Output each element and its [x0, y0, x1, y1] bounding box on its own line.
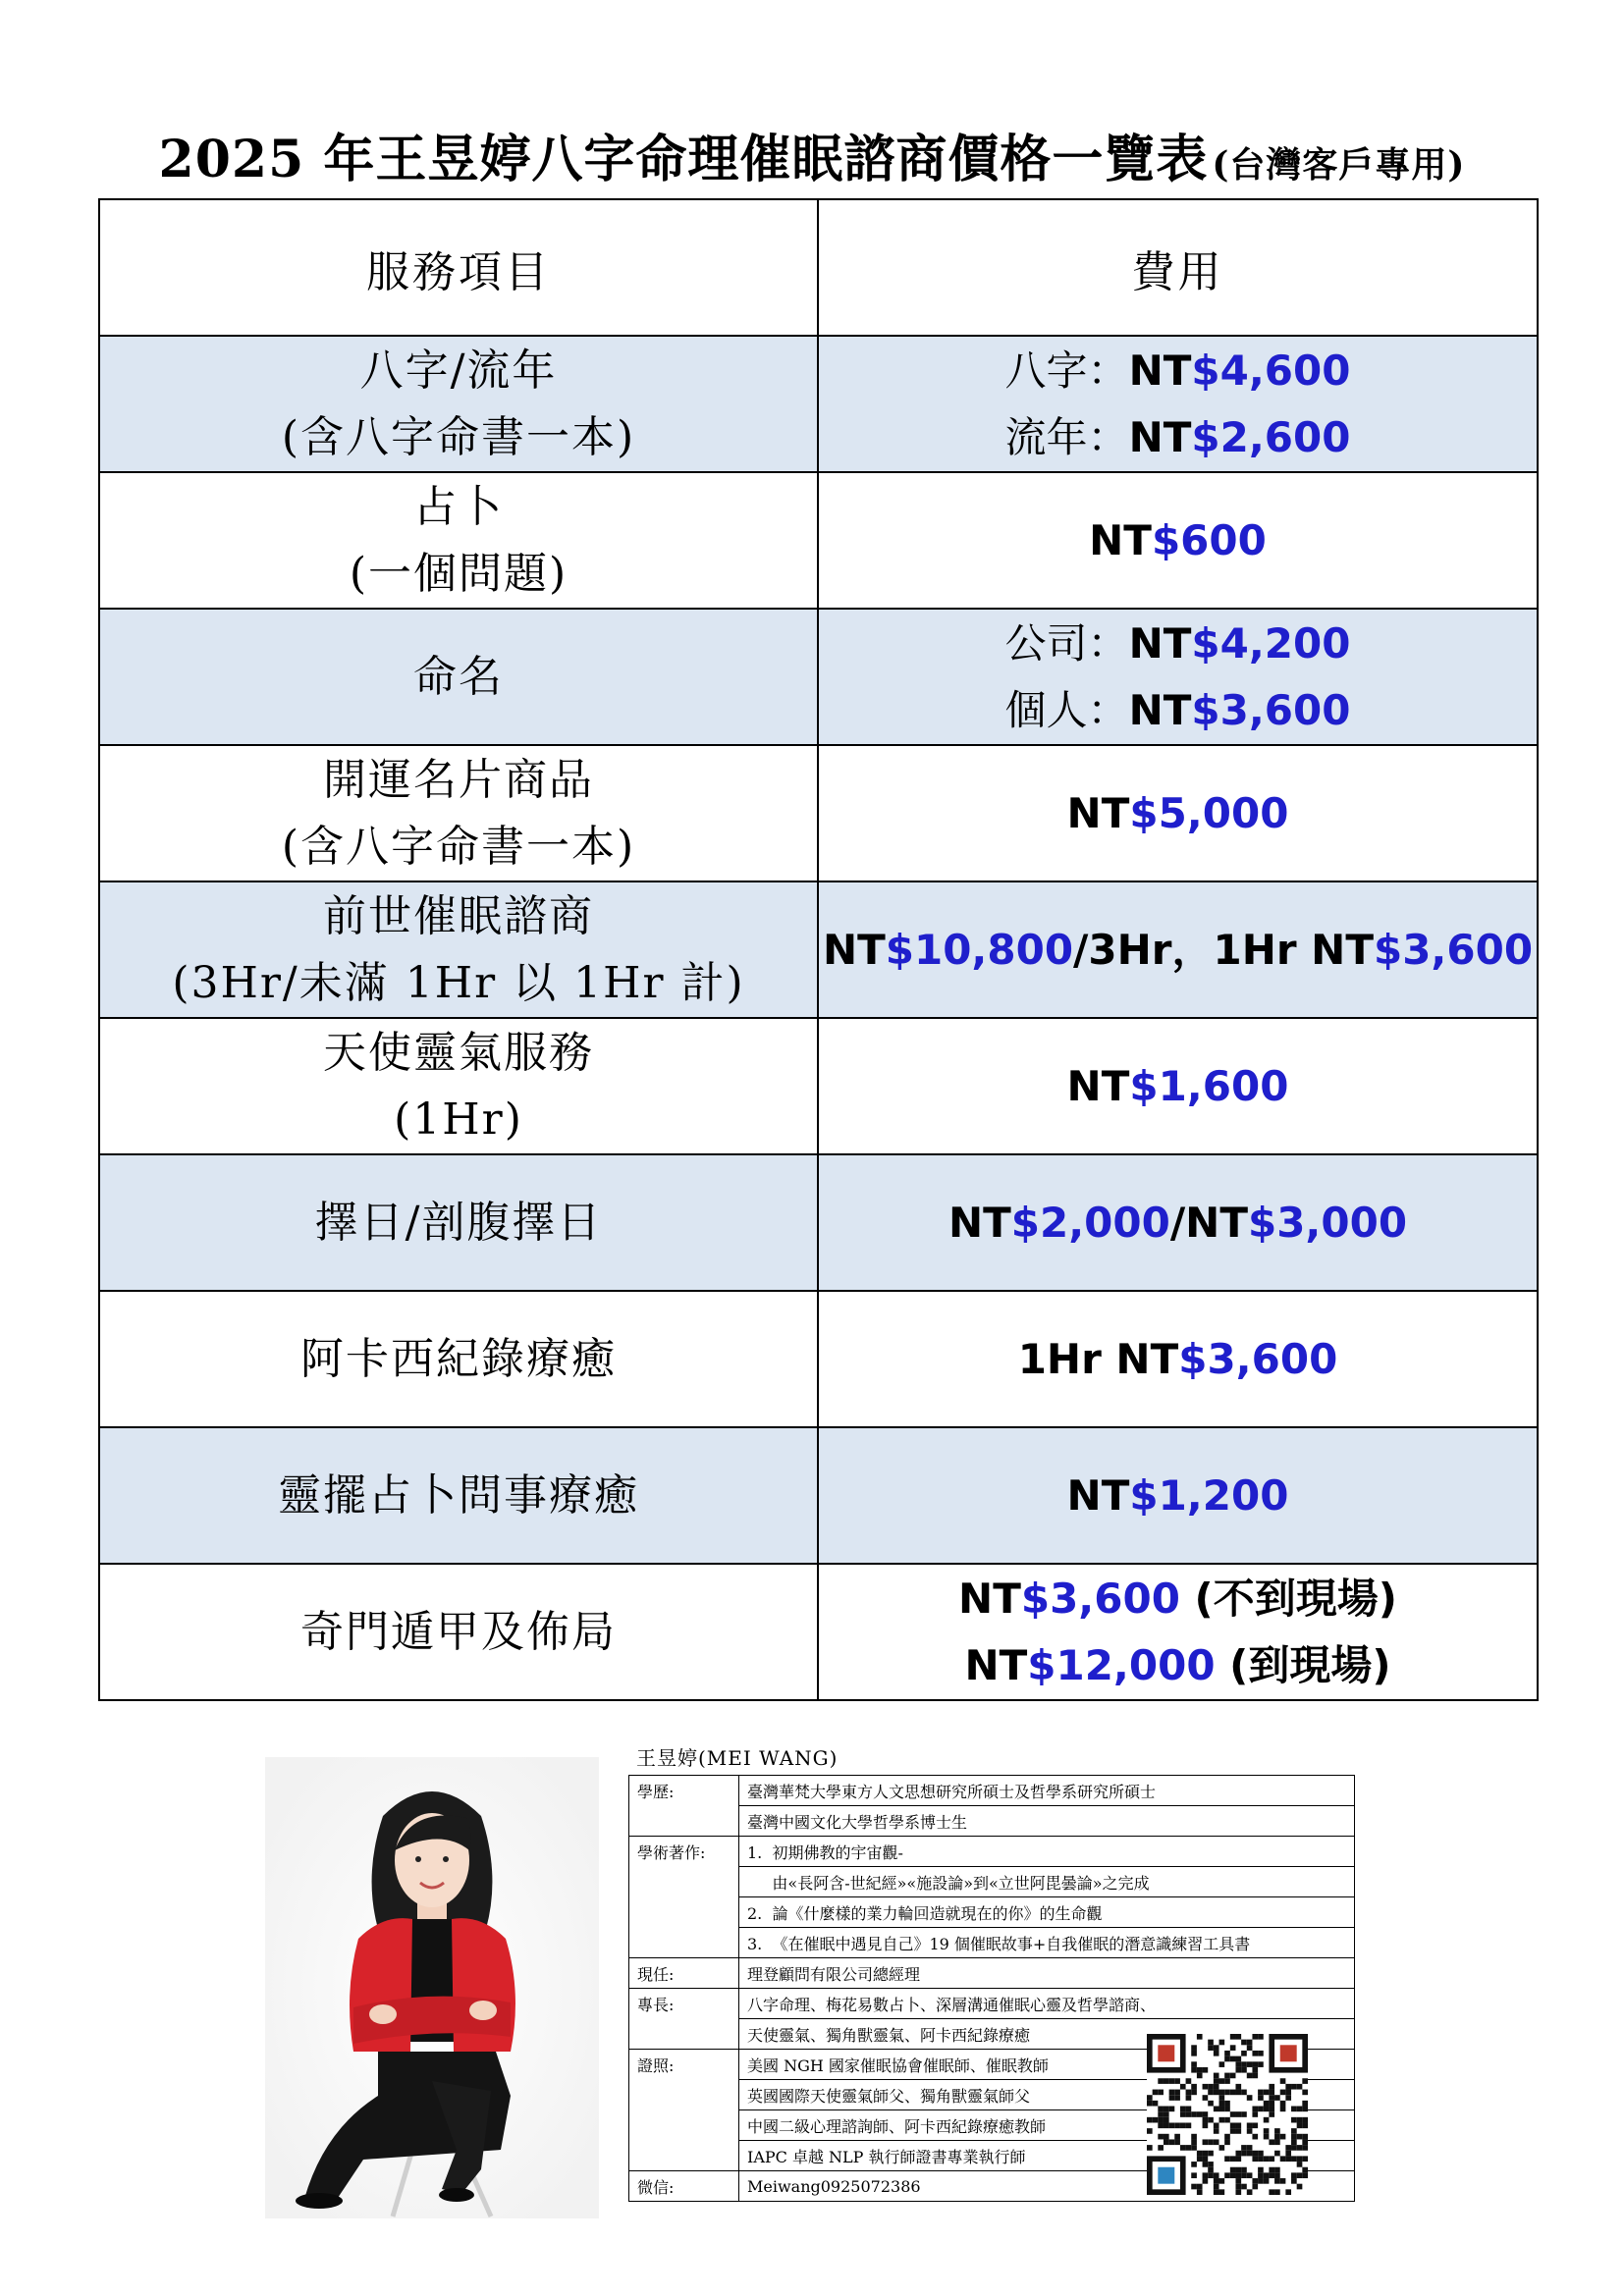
price-text: NT [1128, 412, 1192, 461]
table-row [99, 472, 1538, 609]
service-cell [99, 1018, 818, 1154]
price-amount: $2,000 [1010, 1198, 1170, 1247]
fee-line [819, 1053, 1537, 1120]
fee-line [819, 1463, 1537, 1529]
price-amount: $1,600 [1129, 1061, 1289, 1110]
price-text: NT [1128, 685, 1192, 734]
table-row [99, 745, 1538, 881]
fee-line [819, 404, 1537, 471]
table-row [99, 1564, 1538, 1700]
profile-value: Meiwang0925072386 [739, 2171, 1355, 2202]
service-line: 擇日/剖腹擇日 [314, 1197, 603, 1248]
title-main: 2025 年王昱婷八字命理催眠諮商價格一覽表 [158, 130, 1209, 189]
price-amount: $600 [1151, 515, 1267, 564]
service-line: 天使靈氣服務 [323, 1027, 594, 1078]
price-text: NT [1066, 788, 1130, 837]
profile-row [629, 1867, 1355, 1897]
service-line: 八字/流年 [359, 345, 558, 396]
table-row [99, 1154, 1538, 1291]
service-cell [99, 336, 818, 472]
service-line: (一個問題) [349, 548, 568, 599]
profile-row [629, 1989, 1355, 2019]
service-line: 靈擺占卜問事療癒 [278, 1469, 639, 1521]
fee-label: 流年： [1004, 412, 1129, 461]
profile-value: 由«長阿含-世紀經»«施設論»到«立世阿毘曇論»之完成 [739, 1867, 1355, 1897]
service-line: (1Hr) [394, 1094, 523, 1145]
profile-key [629, 2110, 739, 2141]
fee-cell [818, 1427, 1538, 1564]
profile-value: 1. 初期佛教的宇宙觀- [739, 1837, 1355, 1867]
table-row [99, 1427, 1538, 1564]
price-text: NT [822, 925, 886, 974]
price-amount: $3,000 [1247, 1198, 1408, 1247]
service-line: 開運名片商品 [323, 754, 594, 805]
fee-line [819, 1566, 1537, 1632]
profile-name: 王昱婷(MEI WANG) [636, 1746, 839, 1770]
profile-value: 天使靈氣、獨角獸靈氣、阿卡西紀錄療癒 [739, 2019, 1355, 2050]
fee-line [819, 507, 1537, 574]
price-text: NT [947, 1198, 1011, 1247]
profile-key [629, 1867, 739, 1897]
fee-cell [818, 1018, 1538, 1154]
price-amount: $1,200 [1129, 1470, 1289, 1520]
profile-value: 英國國際天使靈氣師父、獨角獸靈氣師父 [739, 2080, 1355, 2110]
fee-cell [818, 336, 1538, 472]
profile-value: 中國二級心理諮詢師、阿卡西紀錄療癒教師 [739, 2110, 1355, 2141]
profile-row [629, 1837, 1355, 1867]
profile-key [629, 2080, 739, 2110]
price-text: /3Hr，1Hr NT [1073, 925, 1374, 974]
fee-cell [818, 1154, 1538, 1291]
profile-row [629, 1776, 1355, 1806]
price-text: NT [1128, 346, 1192, 395]
price-text: NT [1128, 618, 1192, 667]
profile-value: 3. 《在催眠中遇見自己》19 個催眠故事+自我催眠的潛意識練習工具書 [739, 1928, 1355, 1958]
profile-key: 現任: [629, 1958, 739, 1989]
woman-portrait-icon [265, 1757, 599, 2218]
header-fee: 費用 [818, 199, 1538, 336]
profile-value: 八字命理、梅花易數占卜、深層溝通催眠心靈及哲學諮商、 [739, 1989, 1355, 2019]
profile-value: 2. 論《什麼樣的業力輪回造就現在的你》的生命觀 [739, 1897, 1355, 1928]
profile-key [629, 2019, 739, 2050]
service-cell [99, 472, 818, 609]
price-text: NT [964, 1640, 1028, 1689]
profile-row [629, 1806, 1355, 1837]
fee-cell [818, 609, 1538, 745]
price-text: NT [958, 1574, 1021, 1623]
profile-value: 臺灣中國文化大學哲學系博士生 [739, 1806, 1355, 1837]
price-amount: $3,600 [1191, 685, 1351, 734]
fee-cell [818, 472, 1538, 609]
service-line: 命名 [413, 651, 504, 702]
profile-value: 美國 NGH 國家催眠協會催眠師、催眠教師 [739, 2050, 1355, 2080]
service-line: 占卜 [413, 481, 504, 532]
service-cell [99, 1427, 818, 1564]
service-cell [99, 745, 818, 881]
price-table-header-row [99, 199, 1538, 336]
profile-key: 專長: [629, 1989, 739, 2019]
service-cell [99, 1564, 818, 1700]
price-amount: $4,600 [1191, 346, 1351, 395]
fee-line [819, 1190, 1537, 1256]
price-text: NT [1066, 1061, 1130, 1110]
fee-cell [818, 1564, 1538, 1700]
price-text: (到現場) [1215, 1640, 1391, 1689]
profile-row [629, 1958, 1355, 1989]
profile-key: 學術著作: [629, 1837, 739, 1867]
fee-label: 個人： [1004, 685, 1129, 734]
service-line: (含八字命書一本) [281, 411, 636, 462]
service-line: (3Hr/未滿 1Hr 以 1Hr 計) [172, 957, 745, 1008]
profile-key [629, 1897, 739, 1928]
service-line: 奇門遁甲及佈局 [300, 1606, 617, 1657]
fee-line [819, 677, 1537, 744]
price-amount: $2,600 [1191, 412, 1351, 461]
service-line: 阿卡西紀錄療癒 [300, 1333, 617, 1384]
profile-value: 臺灣華梵大學東方人文思想研究所碩士及哲學系研究所碩士 [739, 1776, 1355, 1806]
service-line: 前世催眠諮商 [323, 890, 594, 941]
fee-line [819, 780, 1537, 847]
table-row [99, 1018, 1538, 1154]
fee-line [819, 611, 1537, 677]
table-row [99, 336, 1538, 472]
price-amount: $4,200 [1191, 618, 1351, 667]
profile-key [629, 2141, 739, 2171]
price-amount: $3,600 [1178, 1334, 1338, 1383]
service-cell [99, 881, 818, 1018]
price-amount: $3,600 [1020, 1574, 1180, 1623]
profile-key [629, 1928, 739, 1958]
fee-line [819, 338, 1537, 404]
fee-line [819, 1632, 1537, 1699]
profile-key [629, 1806, 739, 1837]
table-row [99, 609, 1538, 745]
fee-cell [818, 745, 1538, 881]
fee-cell [818, 1291, 1538, 1427]
profile-key: 證照: [629, 2050, 739, 2080]
fee-line [819, 1326, 1537, 1393]
price-text: 1Hr NT [1017, 1334, 1179, 1383]
price-amount: $10,800 [885, 925, 1074, 974]
profile-value: 理登顧問有限公司總經理 [739, 1958, 1355, 1989]
service-cell [99, 1291, 818, 1427]
price-text: NT [1089, 515, 1152, 564]
price-table [98, 198, 1539, 1701]
profile-key: 學歷: [629, 1776, 739, 1806]
fee-label: 八字： [1004, 346, 1129, 395]
profile-row [629, 1928, 1355, 1958]
service-cell [99, 1154, 818, 1291]
price-amount: $5,000 [1129, 788, 1289, 837]
profile-key: 微信: [629, 2171, 739, 2202]
profile-value: IAPC 卓越 NLP 執行師證書專業執行師 [739, 2141, 1355, 2171]
table-row [99, 1291, 1538, 1427]
service-line: (含八字命書一本) [281, 821, 636, 872]
price-text: NT [1066, 1470, 1130, 1520]
fee-cell [818, 881, 1538, 1018]
fee-line [819, 917, 1537, 984]
qr-code-icon[interactable] [1147, 2034, 1308, 2195]
profile-row [629, 1897, 1355, 1928]
price-text: (不到現場) [1179, 1574, 1397, 1623]
price-table-body [99, 199, 1538, 1700]
price-amount: $12,000 [1027, 1640, 1216, 1689]
table-row [99, 881, 1538, 1018]
title-sub: (台灣客戶專用) [1212, 144, 1466, 186]
service-cell [99, 609, 818, 745]
price-amount: $3,600 [1373, 925, 1534, 974]
price-text: /NT [1169, 1198, 1248, 1247]
page-title [98, 118, 1526, 187]
header-service: 服務項目 [99, 199, 818, 336]
fee-label: 公司： [1004, 618, 1129, 667]
